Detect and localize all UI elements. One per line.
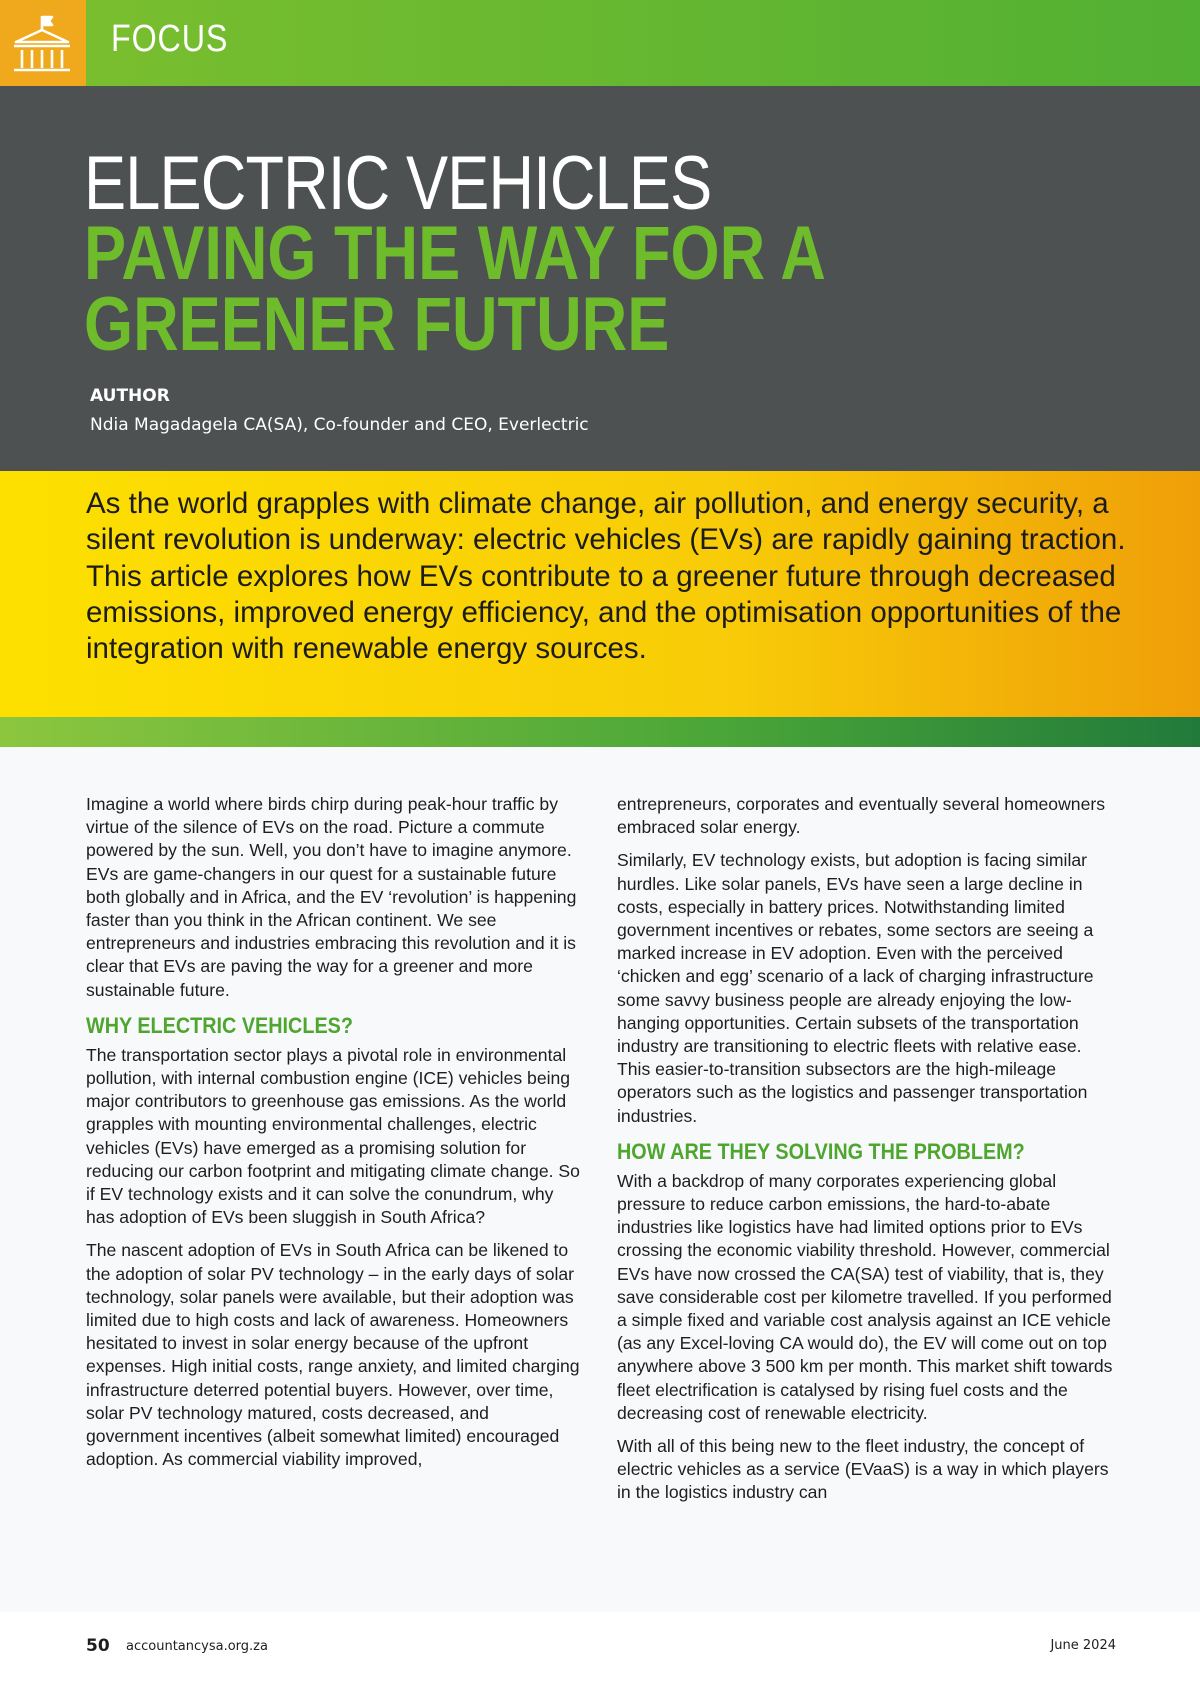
section-heading-why: WHY ELECTRIC VEHICLES?: [86, 1012, 353, 1038]
body-column-left: [86, 793, 586, 1481]
article-title-line1: ELECTRIC VEHICLES: [84, 141, 712, 226]
divider-stripe: [0, 717, 1200, 747]
section-label: FOCUS: [111, 18, 229, 60]
page-footer: [0, 1612, 1200, 1696]
body-paragraph: Imagine a world where birds chirp during peak-hour traffic by virtue of the silence of EVs on the road. Picture a commute powered by the sun. Well, you don’t have to imagine anymore. EVs are game-changers in our quest for a sustainable future both globally and in Africa, and the EV ‘revolution’ is happening faster than you think in the African continent. We see entrepreneurs and industries embracing this revolution and it is clear that EVs are paving the way for a greener and more sustainable future.: [86, 794, 577, 1000]
page-number: 50: [86, 1636, 110, 1656]
body-paragraph: The nascent adoption of EVs in South Africa can be likened to the adoption of solar PV technology – in the early days of solar technology, solar panels were available, but their adoption was limited due to high costs and lack of awareness. Homeowners hesitated to invest in solar energy because of the upfront expenses. High initial costs, range anxiety, and limited charging infrastructure deterred potential buyers. However, over time, solar PV technology matured, costs decreased, and government incentives (albeit somewhat limited) encouraged adoption. As commercial viability improved,: [86, 1240, 580, 1470]
website-link[interactable]: accountancysa.org.za: [126, 1639, 268, 1654]
author-heading: AUTHOR: [90, 386, 170, 406]
issue-date: June 2024: [1050, 1638, 1116, 1653]
body-paragraph: Similarly, EV technology exists, but adoption is facing similar hurdles. Like solar panels, EVs have seen a large decline in costs, especially in battery prices. Notwithstanding limited government incentives or rebates, some sectors are seeing a marked increase in EV adoption. Even with the perceived ‘chicken and egg’ scenario of a lack of charging infrastructure some savvy business people are already enjoying the low-hanging opportunities. Certain subsets of the transportation industry are transitioning to electric fleets with relative ease. This easier-to-transition subsectors are the high-mileage operators such as the logistics and passenger transportation industries.: [617, 850, 1094, 1126]
section-heading-how: HOW ARE THEY SOLVING THE PROBLEM?: [617, 1138, 1025, 1164]
body-paragraph: With a backdrop of many corporates experiencing global pressure to reduce carbon emissions, the hard-to-abate industries like logistics have had limited options prior to EVs crossing the economic viability threshold. However, commercial EVs have now crossed the CA(SA) test of viability, that is, they save considerable cost per kilometre travelled. If you performed a simple fixed and variable cost analysis against an ICE vehicle (as any Excel-loving CA would do), the EV will come out on top anywhere above 3 500 km per month. This market shift towards fleet electrification is catalysed by rising fuel costs and the decreasing cost of renewable electricity.: [617, 1170, 1113, 1423]
intro-text: As the world grapples with climate change, air pollution, and energy security, a silent revolution is underway: electric vehicles (EVs) are rapidly gaining traction. This article explores how EVs contribute to a greener future through decreased emissions, improved energy efficiency, and the optimisation opportunities of the integration with renewable energy sources.: [86, 487, 1126, 666]
body-paragraph: With all of this being new to the fleet industry, the concept of electric vehicles as a service (EVaaS) is a way in which players in the logistics industry can: [617, 1436, 1109, 1503]
body-paragraph: The transportation sector plays a pivotal role in environmental pollution, with internal combustion engine (ICE) vehicles being major contributors to greenhouse gas emissions. As the world grapples with mounting environmental challenges, electric vehicles (EVs) have emerged as a promising solution for reducing our carbon footprint and mitigating climate change. So if EV technology exists and it can solve the conundrum, why has adoption of EVs been sluggish in South Africa?: [86, 1044, 580, 1228]
author-name: Ndia Magadagela CA(SA), Co-founder and CEO, Everlectric: [90, 415, 589, 435]
body-column-right: [617, 793, 1117, 1515]
building-with-flag-icon: [10, 12, 74, 76]
article-title-line3: GREENER FUTURE: [84, 282, 670, 367]
body-paragraph: entrepreneurs, corporates and eventually several homeowners embraced solar energy.: [617, 794, 1106, 838]
section-logo: [0, 0, 86, 86]
article-title-line2: PAVING THE WAY FOR A: [84, 211, 826, 296]
